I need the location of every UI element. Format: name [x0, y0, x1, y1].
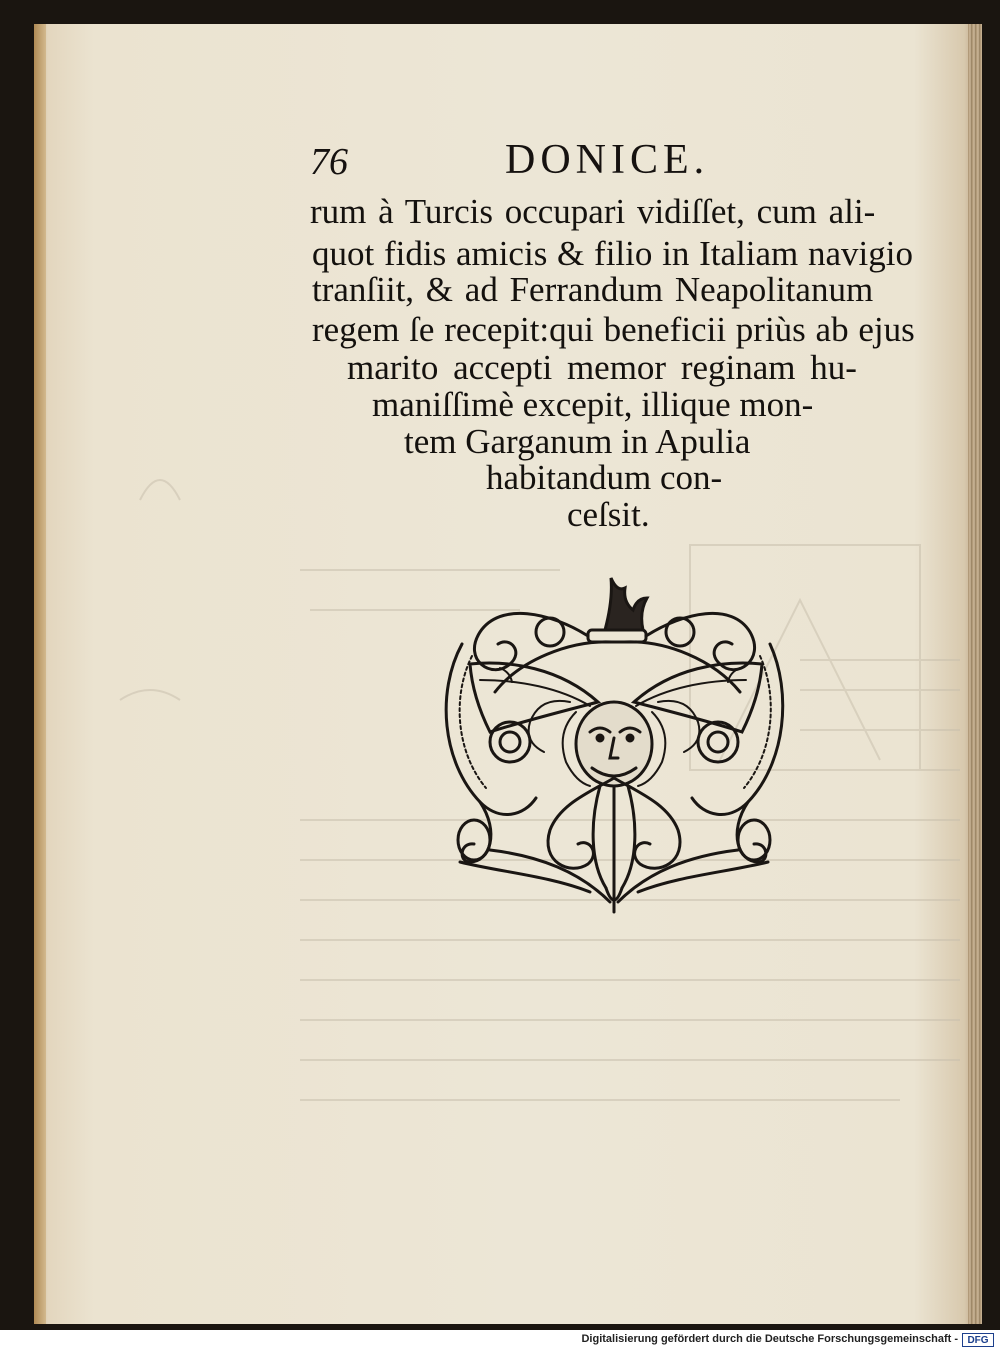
body-line-6: maniſſimè excepit, illique mon- — [372, 385, 814, 424]
dfg-logo: DFG — [962, 1333, 994, 1347]
page-number: 76 — [310, 141, 348, 183]
body-line-5: marito accepti memor reginam hu- — [347, 348, 857, 387]
body-line-3: tranſiit, & ad Ferrandum Neapolitanum — [312, 270, 874, 309]
running-title: DONICE. — [505, 137, 710, 183]
body-line-4: regem ſe recepit:qui beneficii priùs ab ejus — [312, 310, 915, 349]
page-gutter-edge — [34, 24, 46, 1324]
body-line-2: quot fidis amicis & filio in Italiam navigio — [312, 234, 913, 273]
digitization-footer — [0, 1330, 1000, 1352]
funding-credit: Digitalisierung gefördert durch die Deutsche Forschungsgemeinschaft - — [581, 1333, 958, 1345]
grotesque-mask-ornament-icon — [440, 572, 785, 920]
body-line-9: ceſsit. — [567, 495, 650, 534]
body-line-7: tem Garganum in Apulia — [404, 422, 751, 461]
body-line-1: rum à Turcis occupari vidiſſet, cum ali- — [310, 192, 876, 231]
body-line-8: habitandum con- — [486, 458, 723, 497]
page-fore-edge — [968, 24, 982, 1324]
